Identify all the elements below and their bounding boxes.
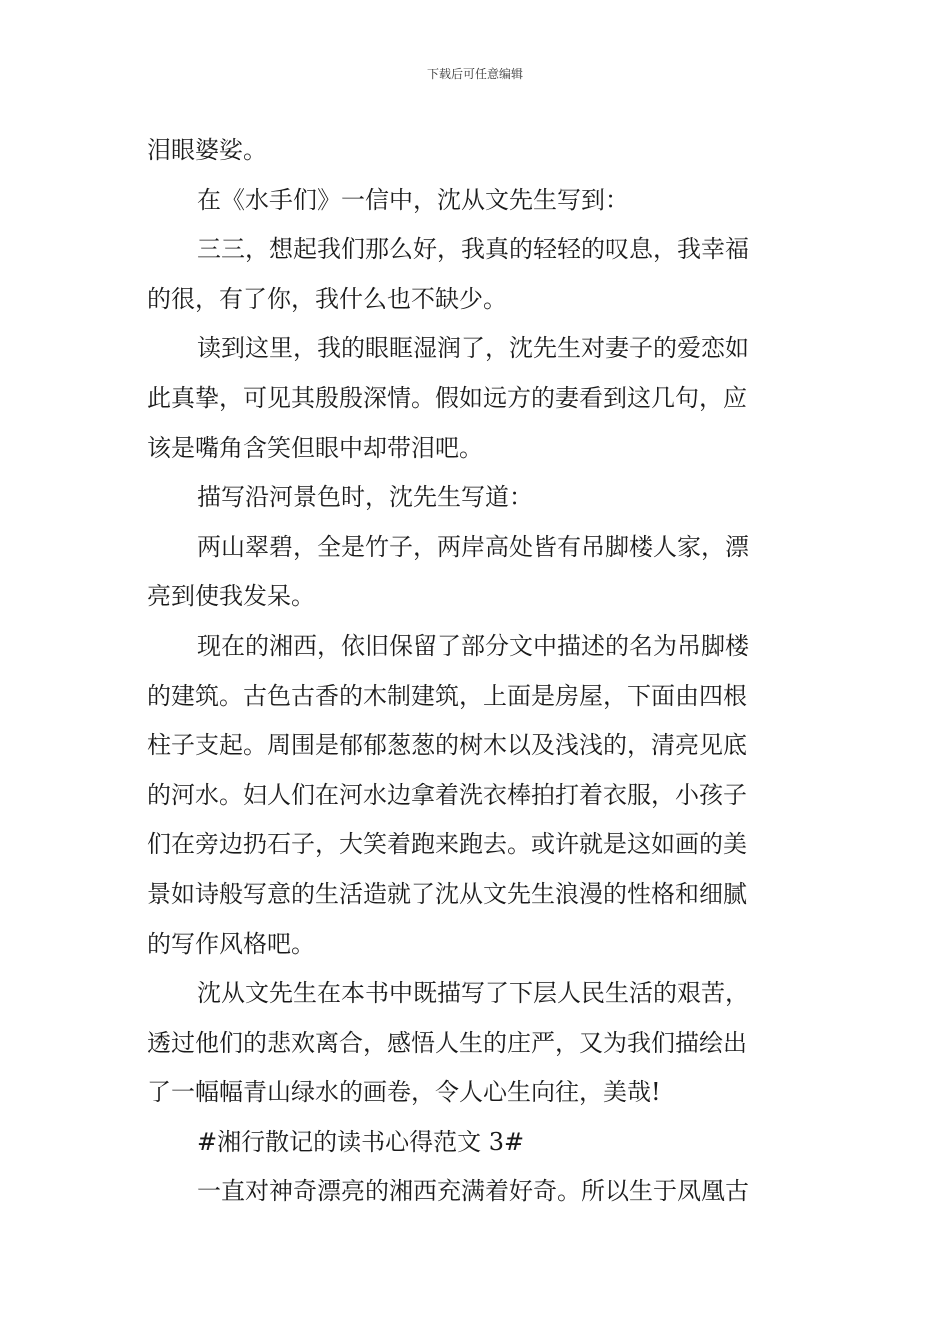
text-line: 沈从文先生在本书中既描写了下层人民生活的艰苦， (197, 979, 749, 1008)
section-heading: #湘行散记的读书心得范文 3# (197, 1127, 525, 1156)
text-line: 两山翠碧，全是竹子，两岸高处皆有吊脚楼人家，漂 (197, 532, 749, 561)
text-line: 一直对神奇漂亮的湘西充满着好奇。所以生于凤凰古 (197, 1177, 749, 1206)
text-line: 泪眼婆娑。 (147, 136, 267, 164)
text-line: 透过他们的悲欢离合，感悟人生的庄严，又为我们描绘出 (147, 1028, 747, 1057)
text-line: 读到这里，我的眼眶湿润了，沈先生对妻子的爱恋如 (197, 334, 749, 363)
text-line: 三三，想起我们那么好，我真的轻轻的叹息，我幸福 (197, 235, 749, 264)
text-line: 景如诗般写意的生活造就了沈从文先生浪漫的性格和细腻 (147, 879, 747, 908)
text-line: 在《水手们》一信中，沈从文先生写到： (197, 185, 629, 214)
text-line: 该是嘴角含笑但眼中却带泪吧。 (147, 433, 483, 462)
body-text (147, 126, 807, 1217)
text-line: 的很，有了你，我什么也不缺少。 (147, 284, 507, 313)
text-line: 的建筑。古色古香的木制建筑，上面是房屋，下面由四根 (147, 681, 747, 710)
text-line: 们在旁边扔石子，大笑着跑来跑去。或许就是这如画的美 (147, 830, 747, 859)
text-line: 此真挚，可见其殷殷深情。假如远方的妻看到这几句，应 (147, 383, 747, 412)
text-line: 亮到使我发呆。 (147, 582, 315, 611)
text-line: 柱子支起。周围是郁郁葱葱的树木以及浅浅的，清亮见底 (147, 731, 747, 760)
text-line: 现在的湘西，依旧保留了部分文中描述的名为吊脚楼 (197, 631, 749, 660)
text-line: 的写作风格吧。 (147, 929, 315, 958)
text-line: 了一幅幅青山绿水的画卷，令人心生向往，美哉! (147, 1078, 661, 1107)
text-line: 描写沿河景色时，沈先生写道： (197, 483, 533, 512)
page-header: 下载后可任意编辑 (426, 67, 523, 81)
text-line: 的河水。妇人们在河水边拿着洗衣棒拍打着衣服，小孩子 (147, 780, 747, 809)
